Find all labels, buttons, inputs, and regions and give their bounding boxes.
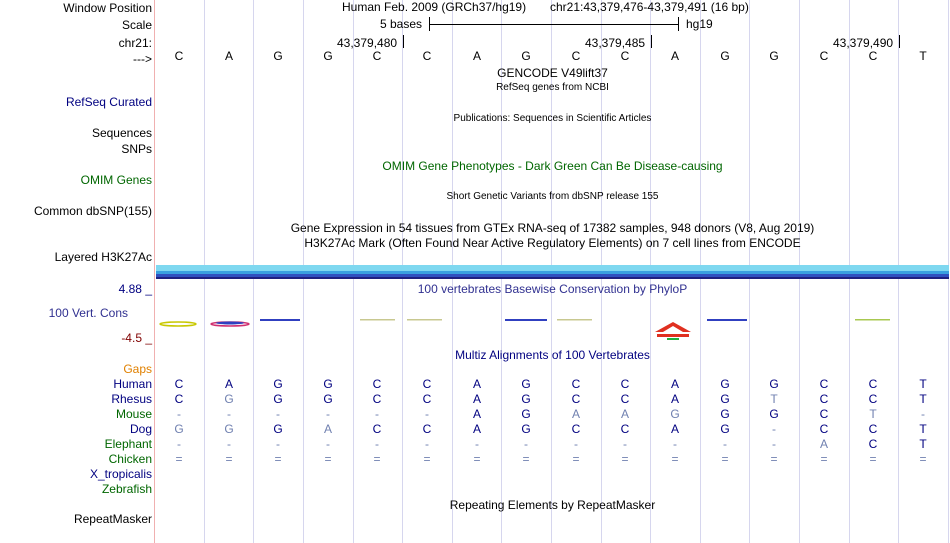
aligned-base: = <box>671 452 679 466</box>
strand-label: ---> <box>133 52 152 66</box>
aligned-base: A <box>819 437 828 451</box>
aligned-base: G <box>273 392 283 406</box>
aligned-base: C <box>571 392 581 406</box>
aligned-base: C <box>819 422 829 436</box>
aligned-base: - <box>723 437 727 451</box>
aligned-base: C <box>620 392 630 406</box>
reference-base: C <box>422 49 432 63</box>
reference-base: A <box>472 49 481 63</box>
aligned-base: T <box>919 377 927 391</box>
aligned-base: = <box>522 452 530 466</box>
aligned-base: = <box>274 452 282 466</box>
species-label[interactable]: Zebrafish <box>101 482 152 496</box>
aligned-base: = <box>473 452 481 466</box>
aligned-base: - <box>425 407 429 421</box>
aligned-base: - <box>227 437 231 451</box>
aligned-base: - <box>425 437 429 451</box>
aligned-base: G <box>521 422 531 436</box>
multiz-title[interactable]: Multiz Alignments of 100 Vertebrates <box>455 348 650 362</box>
aligned-base: = <box>175 452 183 466</box>
sequences-label[interactable]: Sequences <box>91 126 152 140</box>
reference-base: G <box>769 49 779 63</box>
aligned-base: G <box>273 377 283 391</box>
aligned-base: - <box>574 437 578 451</box>
cons-mark <box>505 319 547 321</box>
aligned-base: G <box>224 422 234 436</box>
reference-base: C <box>174 49 184 63</box>
omim-title[interactable]: OMIM Gene Phenotypes - Dark Green Can Be Disease-causing <box>382 159 723 173</box>
aligned-base: C <box>819 377 829 391</box>
gencode-title[interactable]: GENCODE V49lift37 <box>497 66 608 80</box>
aligned-base: - <box>177 407 181 421</box>
cons-mark <box>707 319 747 321</box>
reference-base: C <box>868 49 878 63</box>
aligned-base: = <box>721 452 729 466</box>
aligned-base: G <box>273 422 283 436</box>
aligned-base: C <box>372 422 382 436</box>
aligned-base: G <box>720 377 730 391</box>
aligned-base: G <box>670 407 680 421</box>
dbsnp-title[interactable]: Short Genetic Variants from dbSNP release 155 <box>446 191 659 202</box>
aligned-base: = <box>373 452 381 466</box>
coord-3: 43,379,490 <box>833 36 894 50</box>
aligned-base: C <box>571 377 581 391</box>
aligned-base: C <box>868 377 878 391</box>
cons-peak-mark <box>655 322 691 332</box>
aligned-base: C <box>372 392 382 406</box>
aligned-base: - <box>326 407 330 421</box>
coord-tick-3 <box>899 35 900 48</box>
h3k27-label[interactable]: Layered H3K27Ac <box>54 250 152 264</box>
aligned-base: G <box>720 407 730 421</box>
aligned-base: T <box>919 392 927 406</box>
aligned-base: C <box>174 392 184 406</box>
aligned-base: - <box>375 437 379 451</box>
reference-base: C <box>620 49 630 63</box>
aligned-base: - <box>524 437 528 451</box>
reference-base: C <box>571 49 581 63</box>
cons-max-label: 4.88 _ <box>118 282 152 296</box>
reference-base: G <box>273 49 283 63</box>
aligned-base: C <box>819 392 829 406</box>
reference-base: A <box>224 49 233 63</box>
conservation-plot <box>155 312 950 346</box>
aligned-base: G <box>323 377 333 391</box>
aligned-base: = <box>621 452 629 466</box>
scale-label: Scale <box>121 18 152 32</box>
aligned-base: A <box>224 377 233 391</box>
aligned-base: - <box>673 437 677 451</box>
species-label[interactable]: Human <box>113 377 152 391</box>
aligned-base: A <box>323 422 332 436</box>
gaps-label[interactable]: Gaps <box>123 362 152 376</box>
aligned-base: C <box>868 437 878 451</box>
aligned-base: = <box>869 452 877 466</box>
aligned-base: = <box>572 452 580 466</box>
h3k27-title[interactable]: H3K27Ac Mark (Often Found Near Active Regulatory Elements) on 7 cell lines from ENCODE <box>304 236 801 250</box>
aligned-base: C <box>571 422 581 436</box>
aligned-base: G <box>720 422 730 436</box>
aligned-base: C <box>422 422 432 436</box>
aligned-base: G <box>521 407 531 421</box>
aligned-base: G <box>174 422 184 436</box>
aligned-base: - <box>276 407 280 421</box>
assembly-text: Human Feb. 2009 (GRCh37/hg19) <box>342 0 527 14</box>
aligned-base: - <box>276 437 280 451</box>
aligned-base: - <box>375 407 379 421</box>
species-label[interactable]: Mouse <box>115 407 152 421</box>
reference-base: G <box>323 49 333 63</box>
refseq-title[interactable]: RefSeq genes from NCBI <box>496 82 609 93</box>
aligned-base: G <box>521 392 531 406</box>
reference-base: A <box>670 49 679 63</box>
gtex-title[interactable]: Gene Expression in 54 tissues from GTEx RNA-seq of 17382 samples, 948 donors (V8, Aug 2019) <box>290 221 815 235</box>
aligned-base: C <box>422 377 432 391</box>
cons-mark <box>855 319 890 321</box>
aligned-base: - <box>623 437 627 451</box>
aligned-base: A <box>472 422 481 436</box>
reference-base: C <box>819 49 829 63</box>
scale-text: 5 bases <box>380 17 423 31</box>
aligned-base: C <box>422 392 432 406</box>
aligned-base: C <box>868 392 878 406</box>
aligned-base: - <box>772 422 776 436</box>
h3k27ac-band-4 <box>156 277 949 279</box>
position-text[interactable]: chr21:43,379,476-43,379,491 (16 bp) <box>550 0 749 14</box>
species-label[interactable]: Rhesus <box>111 392 152 406</box>
dbsnp-label[interactable]: Common dbSNP(155) <box>33 204 152 218</box>
aligned-base: - <box>177 437 181 451</box>
cons-mark <box>667 338 679 340</box>
repeat-title[interactable]: Repeating Elements by RepeatMasker <box>449 498 656 512</box>
aligned-base: T <box>869 407 877 421</box>
aligned-base: - <box>227 407 231 421</box>
coord-tick-2 <box>651 35 652 48</box>
cons-min-label: -4.5 _ <box>121 331 152 345</box>
aligned-base: C <box>868 422 878 436</box>
scale-bar-right <box>678 17 679 31</box>
aligned-base: G <box>720 392 730 406</box>
species-label[interactable]: X_tropicalis <box>89 467 152 481</box>
aligned-base: G <box>769 407 779 421</box>
reference-base: C <box>372 49 382 63</box>
aligned-base: = <box>225 452 233 466</box>
coord-1: 43,379,480 <box>337 36 398 50</box>
aligned-base: A <box>472 392 481 406</box>
snps-label[interactable]: SNPs <box>121 142 152 156</box>
aligned-base: = <box>770 452 778 466</box>
aligned-base: - <box>772 437 776 451</box>
aligned-base: A <box>571 407 580 421</box>
cons-mark <box>160 322 196 326</box>
aligned-base: - <box>475 437 479 451</box>
cons-mark <box>657 334 689 337</box>
aligned-base: T <box>919 437 927 451</box>
cons-mark <box>216 322 244 325</box>
aligned-base: C <box>620 377 630 391</box>
aligned-base: C <box>372 377 382 391</box>
aligned-base: G <box>769 377 779 391</box>
aligned-base: G <box>323 392 333 406</box>
cons-mark <box>407 319 442 321</box>
aligned-base: C <box>819 407 829 421</box>
aligned-base: - <box>921 407 925 421</box>
aligned-base: A <box>670 422 679 436</box>
scale-db: hg19 <box>686 17 713 31</box>
cons-label[interactable]: 100 Vert. Cons <box>48 306 128 320</box>
cons-mark <box>260 319 300 321</box>
aligned-base: = <box>324 452 332 466</box>
reference-base: G <box>720 49 730 63</box>
aligned-base: = <box>423 452 431 466</box>
window-position-label: Window Position <box>63 1 152 15</box>
aligned-base: - <box>326 437 330 451</box>
scale-bar <box>429 24 678 25</box>
reference-base: T <box>919 49 927 63</box>
species-label[interactable]: Dog <box>129 422 152 436</box>
species-label[interactable]: Elephant <box>104 437 152 451</box>
aligned-base: = <box>820 452 828 466</box>
repeat-label[interactable]: RepeatMasker <box>73 512 152 526</box>
aligned-base: = <box>919 452 927 466</box>
omim-label[interactable]: OMIM Genes <box>80 173 152 187</box>
cons-mark <box>360 319 395 321</box>
reference-base: G <box>521 49 531 63</box>
aligned-base: T <box>919 422 927 436</box>
cons-mark <box>557 319 592 321</box>
pubs-title[interactable]: Publications: Sequences in Scientific Articles <box>453 113 652 124</box>
aligned-base: A <box>670 377 679 391</box>
coord-2: 43,379,485 <box>585 36 646 50</box>
cons-title[interactable]: 100 vertebrates Basewise Conservation by PhyloP <box>417 282 688 296</box>
aligned-base: C <box>620 422 630 436</box>
chrom-label: chr21: <box>118 36 152 50</box>
aligned-base: T <box>770 392 778 406</box>
aligned-base: G <box>521 377 531 391</box>
aligned-base: A <box>620 407 629 421</box>
aligned-base: A <box>472 407 481 421</box>
refseq-label[interactable]: RefSeq Curated <box>65 95 152 109</box>
aligned-base: C <box>174 377 184 391</box>
aligned-base: A <box>670 392 679 406</box>
aligned-base: A <box>472 377 481 391</box>
species-label[interactable]: Chicken <box>108 452 152 466</box>
coord-tick-1 <box>403 35 404 48</box>
aligned-base: G <box>224 392 234 406</box>
